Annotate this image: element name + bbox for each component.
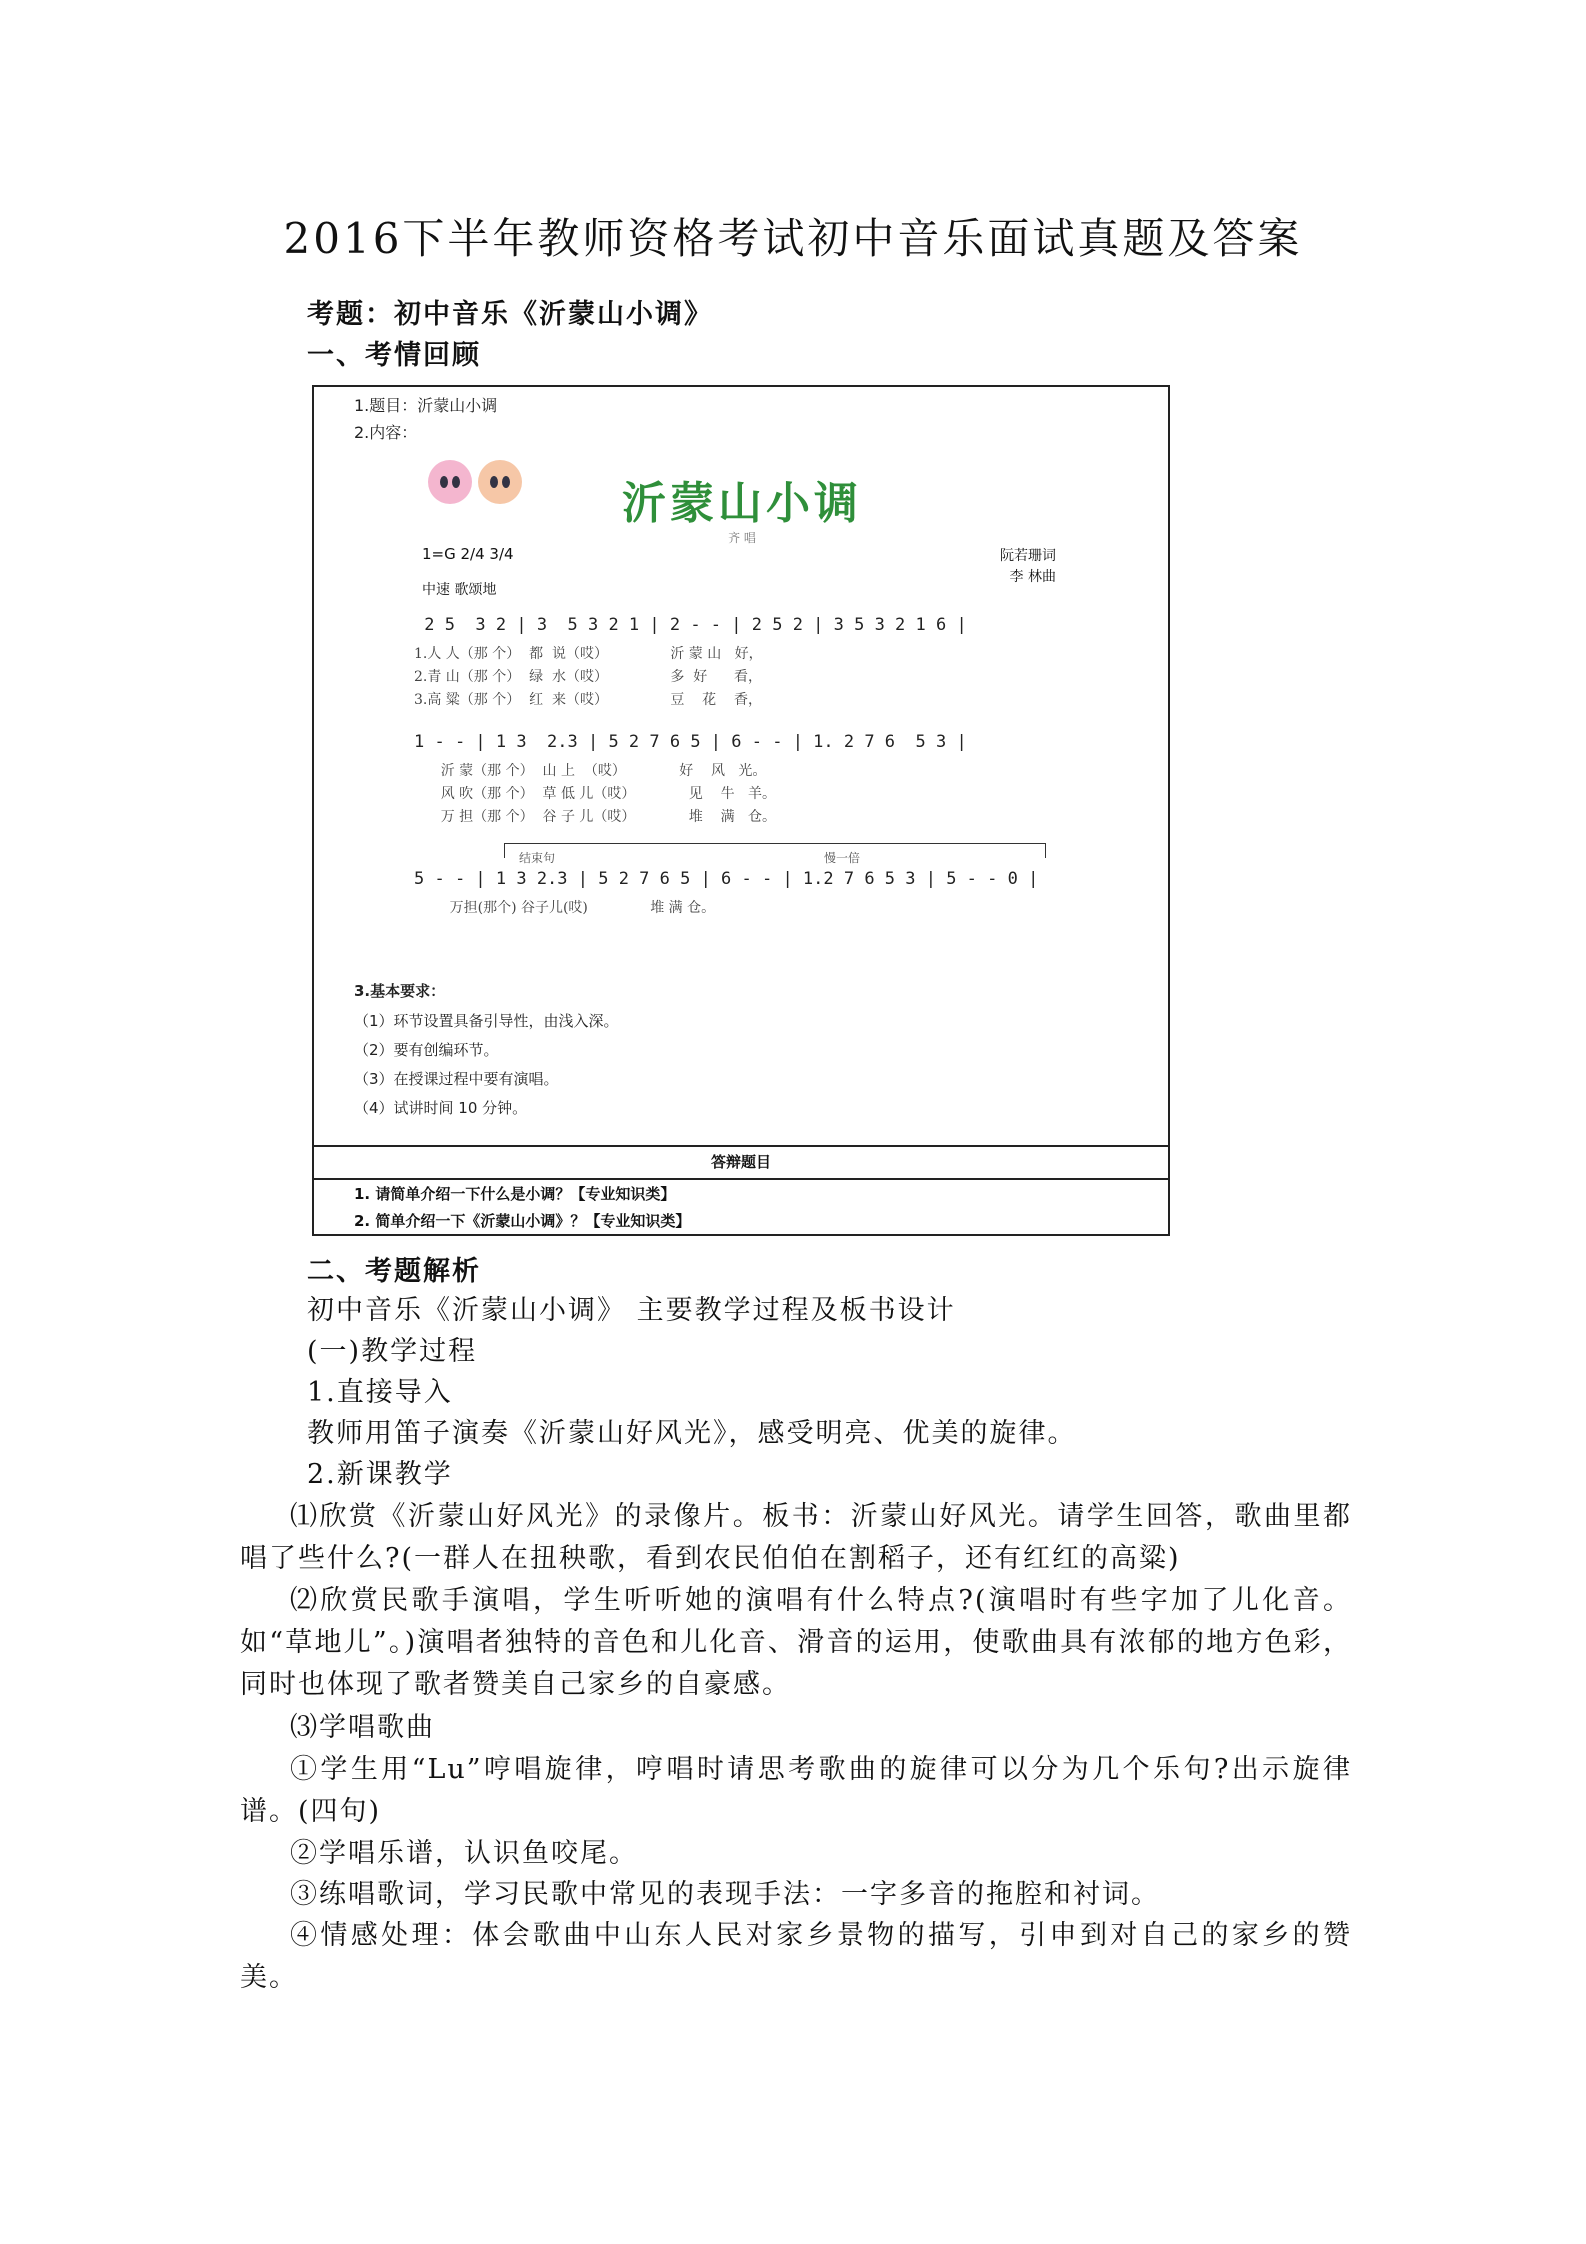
item-content: 2.内容： bbox=[354, 423, 418, 442]
requirement-item: （3）在授课过程中要有演唱。 bbox=[354, 1070, 559, 1088]
requirements-title: 3.基本要求： bbox=[354, 982, 446, 1000]
key-signature: 1=G 2/4 3/4 bbox=[422, 545, 514, 563]
requirement-item: （1）环节设置具备引导性，由浅入深。 bbox=[354, 1012, 619, 1030]
paragraph: ⑴欣赏《沂蒙山好风光》的录像片。板书：沂蒙山好风光。请学生回答，歌曲里都唱了些什么?(一群人在扭秧歌，看到农民伯伯在割稻子，还有红红的高粱) bbox=[240, 1501, 1352, 1574]
score-line-3-lyrics: 万担(那个) 谷子儿(哎) 堆 满 仓。 bbox=[414, 900, 716, 916]
score-line-2-lyrics: 万 担（那 个） 谷 子 儿（哎） 堆 满 仓。 bbox=[414, 809, 776, 825]
paragraph: 初中音乐《沂蒙山小调》 主要教学过程及板书设计 bbox=[307, 1295, 956, 1326]
section-heading-review: 一、考情回顾 bbox=[307, 340, 481, 371]
defense-question: 2. 简单介绍一下《沂蒙山小调》？【专业知识类】 bbox=[354, 1212, 691, 1230]
section-heading-analysis: 二、考题解析 bbox=[307, 1256, 481, 1287]
lyricist-credit: 阮若珊词 bbox=[1000, 548, 1056, 564]
score-line-2-lyrics: 风 吹（那 个） 草 低 儿（哎） 见 牛 羊。 bbox=[414, 786, 776, 802]
exam-content-box bbox=[312, 385, 1170, 1236]
paragraph: ⑵欣赏民歌手演唱，学生听听她的演唱有什么特点?(演唱时有些字加了儿化音。如“草地儿”。)演唱者独特的音色和儿化音、滑音的运用，使歌曲具有浓郁的地方色彩，同时也体现了歌者赞美自己家乡的自豪感。 bbox=[240, 1585, 1352, 1700]
song-subtitle: 齐 唱 bbox=[728, 531, 756, 545]
paragraph: (一)教学过程 bbox=[307, 1336, 478, 1367]
ending-bracket bbox=[504, 843, 1046, 858]
paragraph: ②学唱乐谱，认识鱼咬尾。 bbox=[290, 1838, 638, 1869]
defense-heading: 答辩题目 bbox=[710, 1153, 771, 1171]
paragraph: 2.新课教学 bbox=[307, 1459, 453, 1490]
paragraph: ③练唱歌词，学习民歌中常见的表现手法：一字多音的拖腔和衬词。 bbox=[290, 1879, 1160, 1910]
box-divider bbox=[314, 1178, 1168, 1180]
paragraph: ⑶学唱歌曲 bbox=[290, 1712, 435, 1743]
requirement-item: （4）试讲时间 10 分钟。 bbox=[354, 1099, 528, 1117]
score-line-1-lyrics: 1.人 人（那 个） 都 说（哎） 沂 蒙 山 好， bbox=[414, 646, 763, 662]
bracket-label-slower: 慢一倍 bbox=[824, 851, 861, 865]
box-divider bbox=[314, 1145, 1168, 1147]
bracket-label-ending: 结束句 bbox=[519, 851, 556, 865]
score-line-1-lyrics: 2.青 山（那 个） 绿 水（哎） 多 好 看， bbox=[414, 669, 762, 685]
score-line-2-notes: 1 - - | 1 3 2.3 | 5 2 7 6 5 | 6 - - | 1. 2 7 6 5 3 | bbox=[414, 732, 967, 752]
score-line-2-lyrics: 沂 蒙（那 个） 山 上 （哎） 好 风 光。 bbox=[414, 763, 767, 779]
score-line-3-notes: 5 - - | 1 3 2.3 | 5 2 7 6 5 | 6 - - | 1.2 7 6 5 3 | 5 - - 0 | bbox=[414, 869, 1039, 889]
paragraph: ④情感处理：体会歌曲中山东人民对家乡景物的描写，引申到对自己的家乡的赞美。 bbox=[240, 1920, 1352, 1993]
score-line-1-lyrics: 3.高 粱（那 个） 红 来（哎） 豆 花 香， bbox=[414, 692, 762, 708]
composer-credit: 李 林曲 bbox=[1009, 569, 1056, 585]
paragraph: 教师用笛子演奏《沂蒙山好风光》，感受明亮、优美的旋律。 bbox=[307, 1418, 1077, 1449]
score-line-1-notes: 2 5 3 2 | 3 5 3 2 1 | 2 - - | 2 5 2 | 3 5 3 2 1 6 | bbox=[414, 615, 967, 635]
page-title: 2016下半年教师资格考试初中音乐面试真题及答案 bbox=[283, 214, 1303, 263]
song-title: 沂蒙山小调 bbox=[622, 478, 862, 529]
paragraph: 1.直接导入 bbox=[307, 1377, 453, 1408]
tempo-marking: 中速 歌颂地 bbox=[422, 582, 497, 598]
exam-heading: 考题：初中音乐《沂蒙山小调》 bbox=[307, 299, 713, 330]
paragraph: ①学生用“Lu”哼唱旋律，哼唱时请思考歌曲的旋律可以分为几个乐句?出示旋律谱。(四句) bbox=[240, 1754, 1352, 1827]
item-topic: 1.题目：沂蒙山小调 bbox=[354, 396, 498, 415]
requirement-item: （2）要有创编环节。 bbox=[354, 1041, 499, 1059]
defense-question: 1. 请简单介绍一下什么是小调？【专业知识类】 bbox=[354, 1185, 676, 1203]
